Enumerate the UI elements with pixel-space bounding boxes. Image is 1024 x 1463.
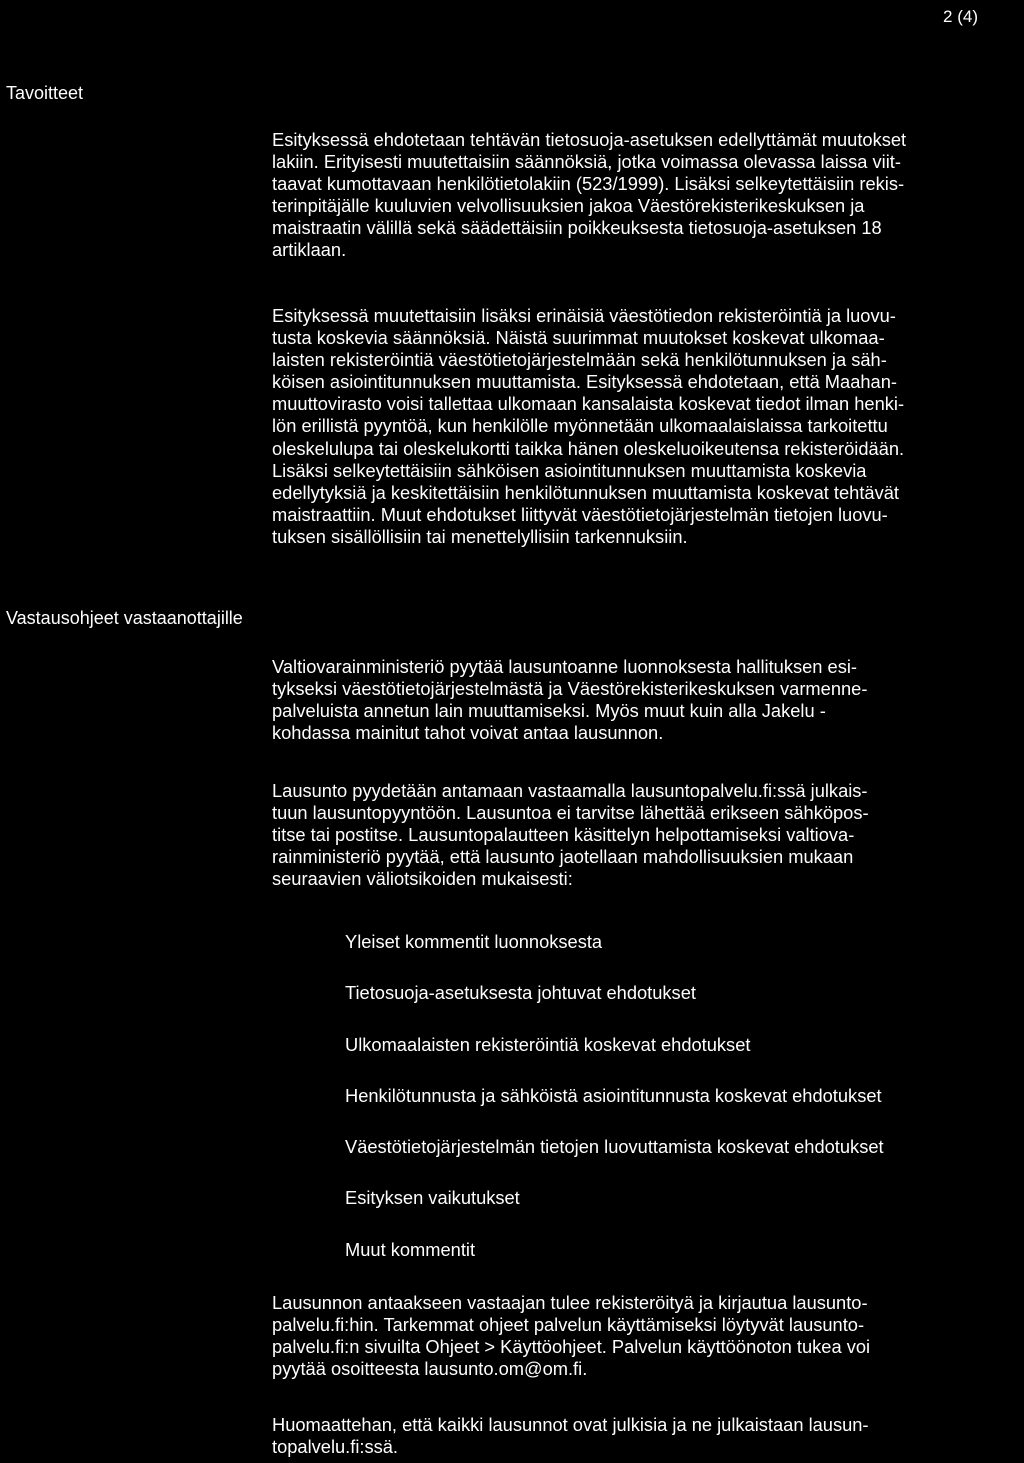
instructions-heading: Vastausohjeet vastaanottajille [6,608,243,628]
subheading-item: Ulkomaalaisten rekisteröintiä koskevat ehdotukset [345,1033,751,1055]
subheading-list [345,931,884,1290]
page-number: 2 (4) [943,7,978,26]
subheading-item: Yleiset kommentit luonnoksesta [345,931,603,952]
subheading-item: Esityksen vaikutukset [345,1187,520,1209]
goals-paragraph-2: Esityksessä muutettaisiin lisäksi erinäisiä väestötiedon rekisteröintiä ja luovu- tusta koskevia säännöksiä. Näistä suurimmat muutokset koskevat ulkomaa- laisten rekisteröintiä väestötietojärjestelmään sekä henkilötunnuksen ja säh- köisen asiointitunnuksen muuttamista. Esityksessä ehdotetaan, että Maahan- muuttovirasto voisi tallettaa ulkomaan kansalaista koskevat tiedot ilman henki- lön erillistä pyyntöä, kun henkilölle myönnetään ulkomaalaislaissa tarkoitettu oleskelulupa tai oleskelukortti taikka hänen oleskeluoikeutensa rekisteröidään. Lisäksi selkeytettäisiin sähköisen asiointitunnuksen muuttamista koskevia edellytyksiä ja keskitettäisiin henkilötunnuksen muuttamista koskevat tehtävät maistraattiin. Muut ehdotukset liittyvät väestötietojärjestelmän tietojen luovu- tuksen sisällöllisiin tai menettelyllisiin tarkennuksiin. [272,305,905,547]
goals-heading: Tavoitteet [6,83,84,103]
instructions-paragraph-1: Valtiovarainministeriö pyytää lausuntoanne luonnoksesta hallituksen esi- tykseksi väestötietojärjestelmästä ja Väestörekisterikeskuksen varmenne- palveluista annetun lain muuttamiseksi. Myös muut kuin alla Jakelu - kohdassa mainitut tahot voivat antaa lausunnon. [272,656,868,744]
subheading-item: Väestötietojärjestelmän tietojen luovuttamista koskevat ehdotukset [345,1136,884,1158]
instructions-paragraph-4: Huomaattehan, että kaikki lausunnot ovat julkisia ja ne julkaistaan lausun- topalvelu.fi:ssä. [272,1414,869,1458]
subheading-item: Henkilötunnusta ja sähköistä asiointitunnusta koskevat ehdotukset [345,1084,882,1106]
instructions-paragraph-3: Lausunnon antaakseen vastaajan tulee rekisteröityä ja kirjautua lausunto- palvelu.fi:hin. Tarkemmat ohjeet palvelun käyttämiseksi löytyvät lausunto- palvelu.fi:n sivuilta Ohjeet > Käyttöohjeet. Palvelun käyttöönoton tukea voi pyytää osoitteesta lausunto.om@om.fi. [272,1292,871,1380]
subheading-item: Muut kommentit [345,1238,476,1260]
subheading-item: Tietosuoja-asetuksesta johtuvat ehdotukset [345,982,696,1004]
goals-paragraph-1: Esityksessä ehdotetaan tehtävän tietosuoja-asetuksen edellyttämät muutokset lakiin. Erityisesti muutettaisiin säännöksiä, jotka voimassa olevassa laissa viit- taavat kumottavaan henkilötietolakiin (523/1999). Lisäksi selkeytettäisiin rekis- terinpitäjälle kuuluvien velvollisuuksien jakoa Väestörekisterikeskuksen ja maistraatin välillä sekä säädettäisiin poikkeuksesta tietosuoja-asetuksen 18 artiklaan. [272,129,907,261]
instructions-paragraph-2: Lausunto pyydetään antamaan vastaamalla lausuntopalvelu.fi:ssä julkais- tuun lausuntopyyntöön. Lausuntoa ei tarvitse lähettää erikseen sähköpos- titse tai postitse. Lausuntopalautteen käsittelyn helpottamiseksi valtiova- rainministeriö pyytää, että lausunto jaotellaan mahdollisuuksien mukaan seuraavien väliotsikoiden mukaisesti: [272,780,869,890]
